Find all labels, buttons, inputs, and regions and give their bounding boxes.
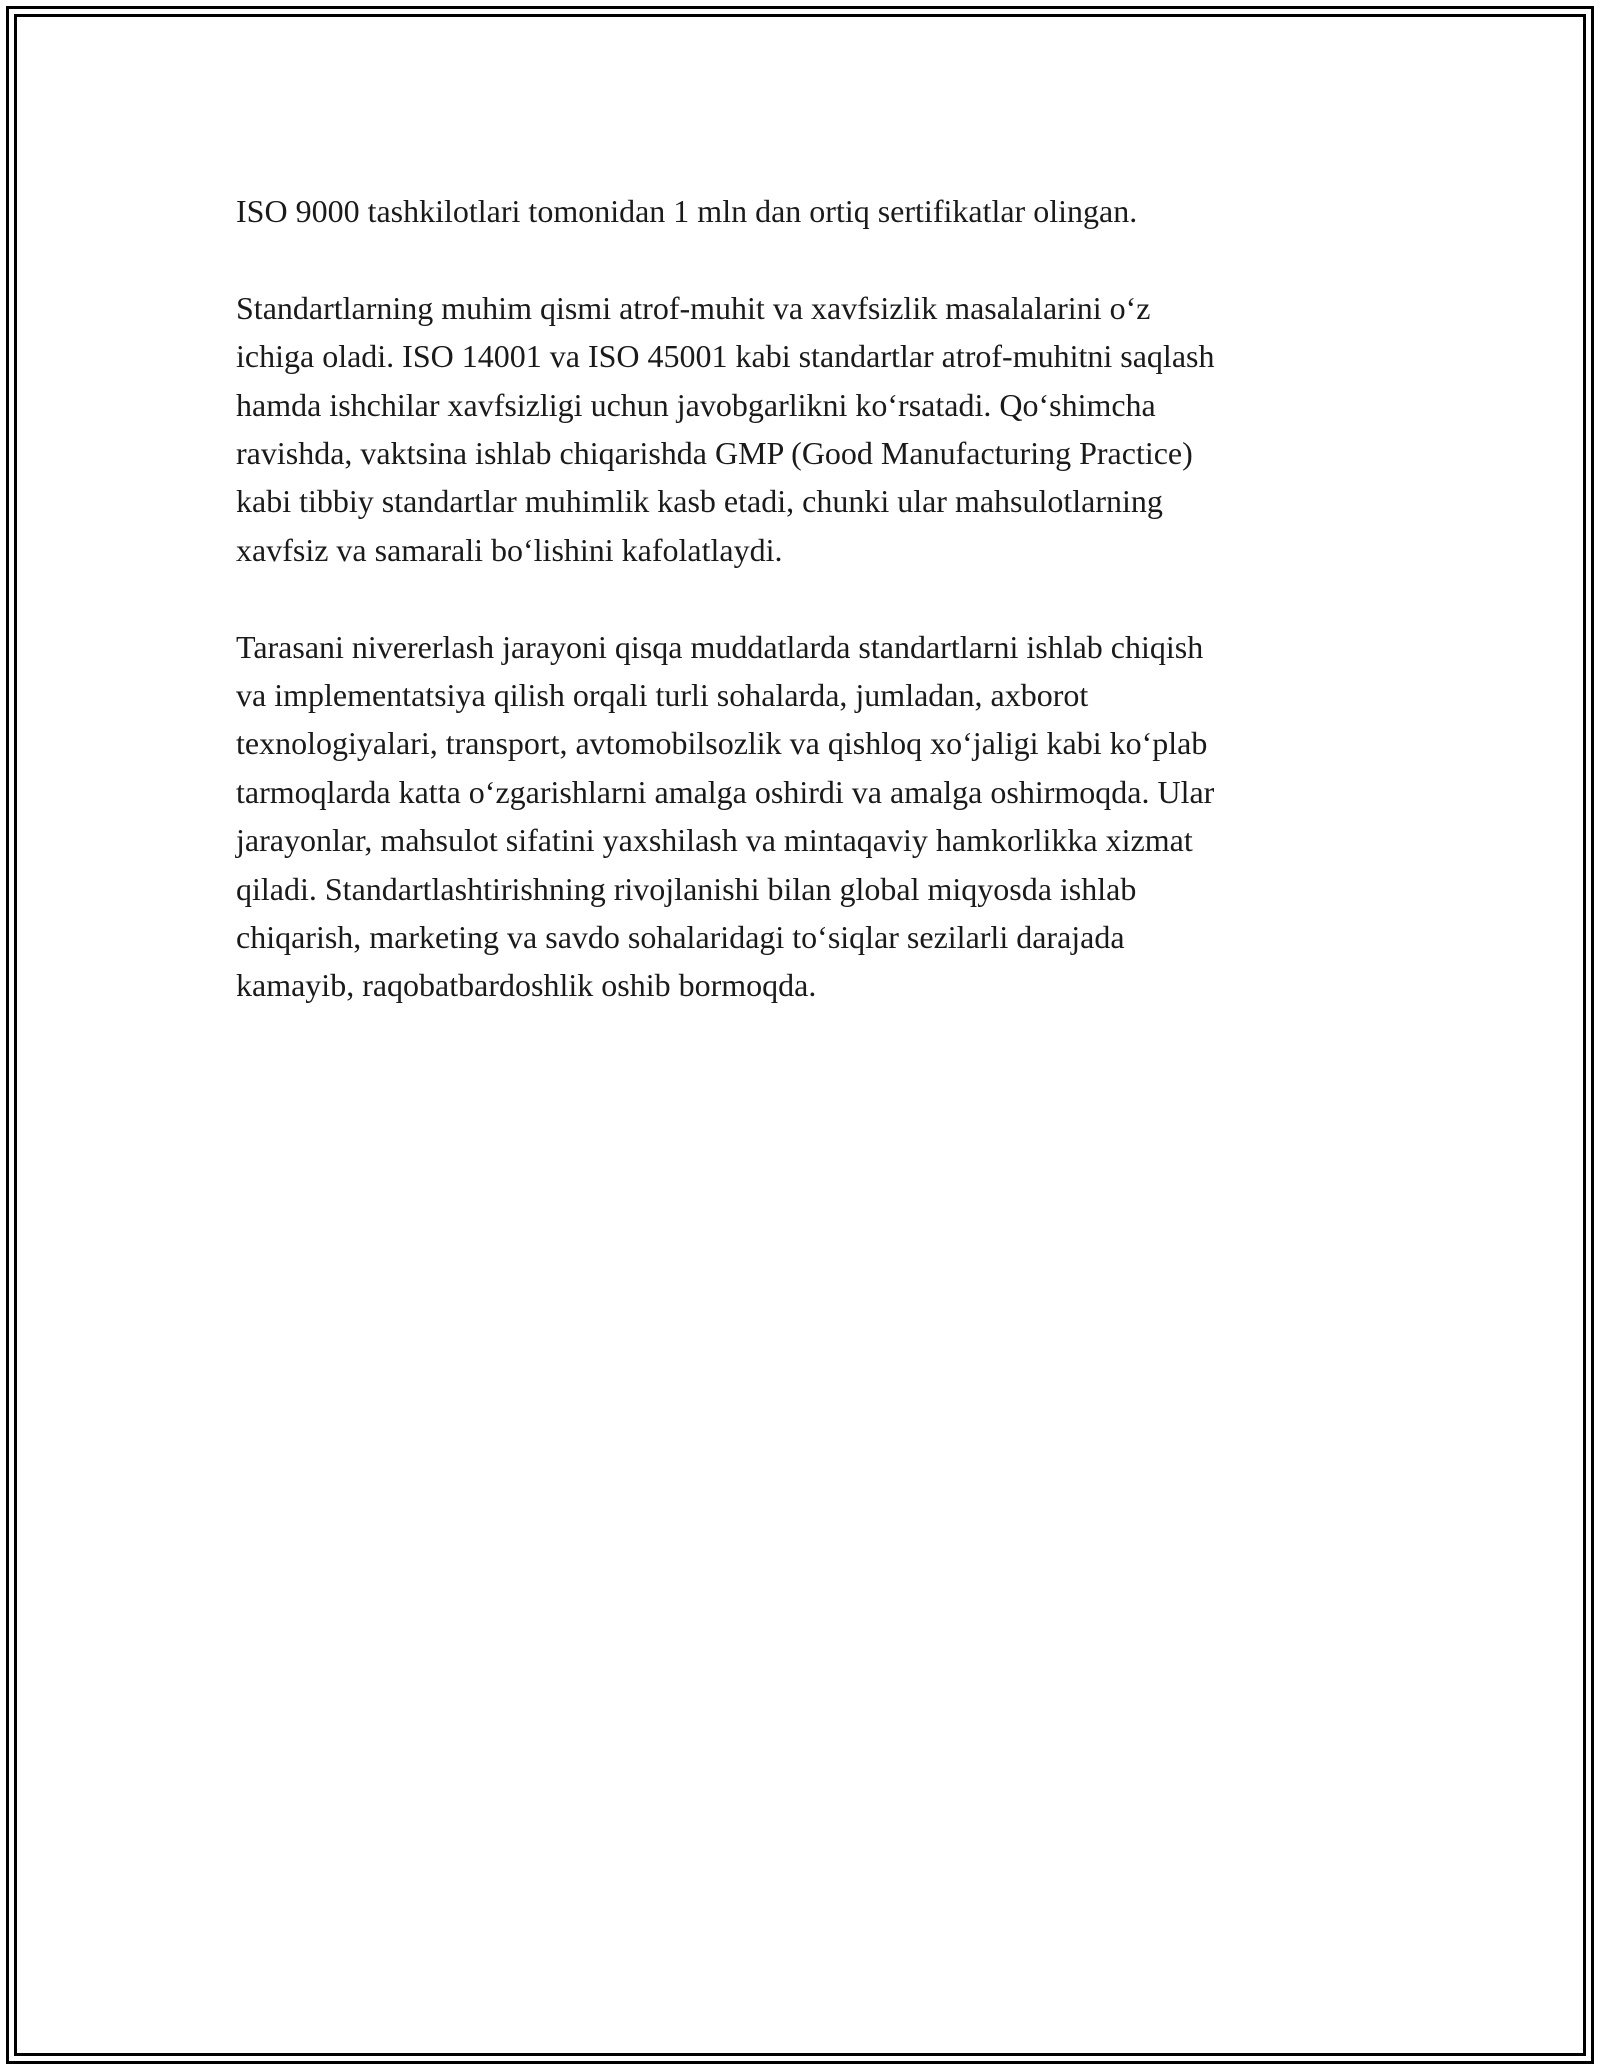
paragraph-iso-9000: ISO 9000 tashkilotlari tomonidan 1 mln dan ortiq sertifikatlar olingan.: [236, 193, 1138, 229]
paragraph-environment-safety: Standartlarning muhim qismi atrof-muhit va xavfsizlik masalalarini o‘z ichiga oladi. ISO 14001 va ISO 45001 kabi standartlar atrof-muhitni saqlash hamda ishchilar xavfsizligi uchun javobgarlikni ko‘rsatadi. Qo‘shimcha ravishda, vaktsina ishlab chiqarishda GMP (Good Manufacturing Practice) kabi tibbiy standartlar muhimlik kasb etadi, chunki ular mahsulotlarning xavfsiz va samarali bo‘lishini kafolatlaydi.: [236, 289, 1215, 568]
paragraph-standardization-process: Tarasani nivererlash jarayoni qisqa muddatlarda standartlarni ishlab chiqish va implementatsiya qilish orqali turli sohalarda, jumladan, axborot texnologiyalari, transport, avtomobilsozlik va qishloq xo‘jaligi kabi ko‘plab tarmoqlarda katta o‘zgarishlarni amalga oshirdi va amalga oshirmoqda. Ular jarayonlar, mahsulot sifatini yaxshilash va mintaqaviy hamkorlikka xizmat qiladi. Standartlashtirishning rivojlanishi bilan global miqyosda ishlab chiqarish, marketing va savdo sohalaridagi to‘siqlar sezilarli darajada kamayib, raqobatbardoshlik oshib bormoqda.: [236, 628, 1215, 1004]
document-body: [236, 187, 1376, 1058]
